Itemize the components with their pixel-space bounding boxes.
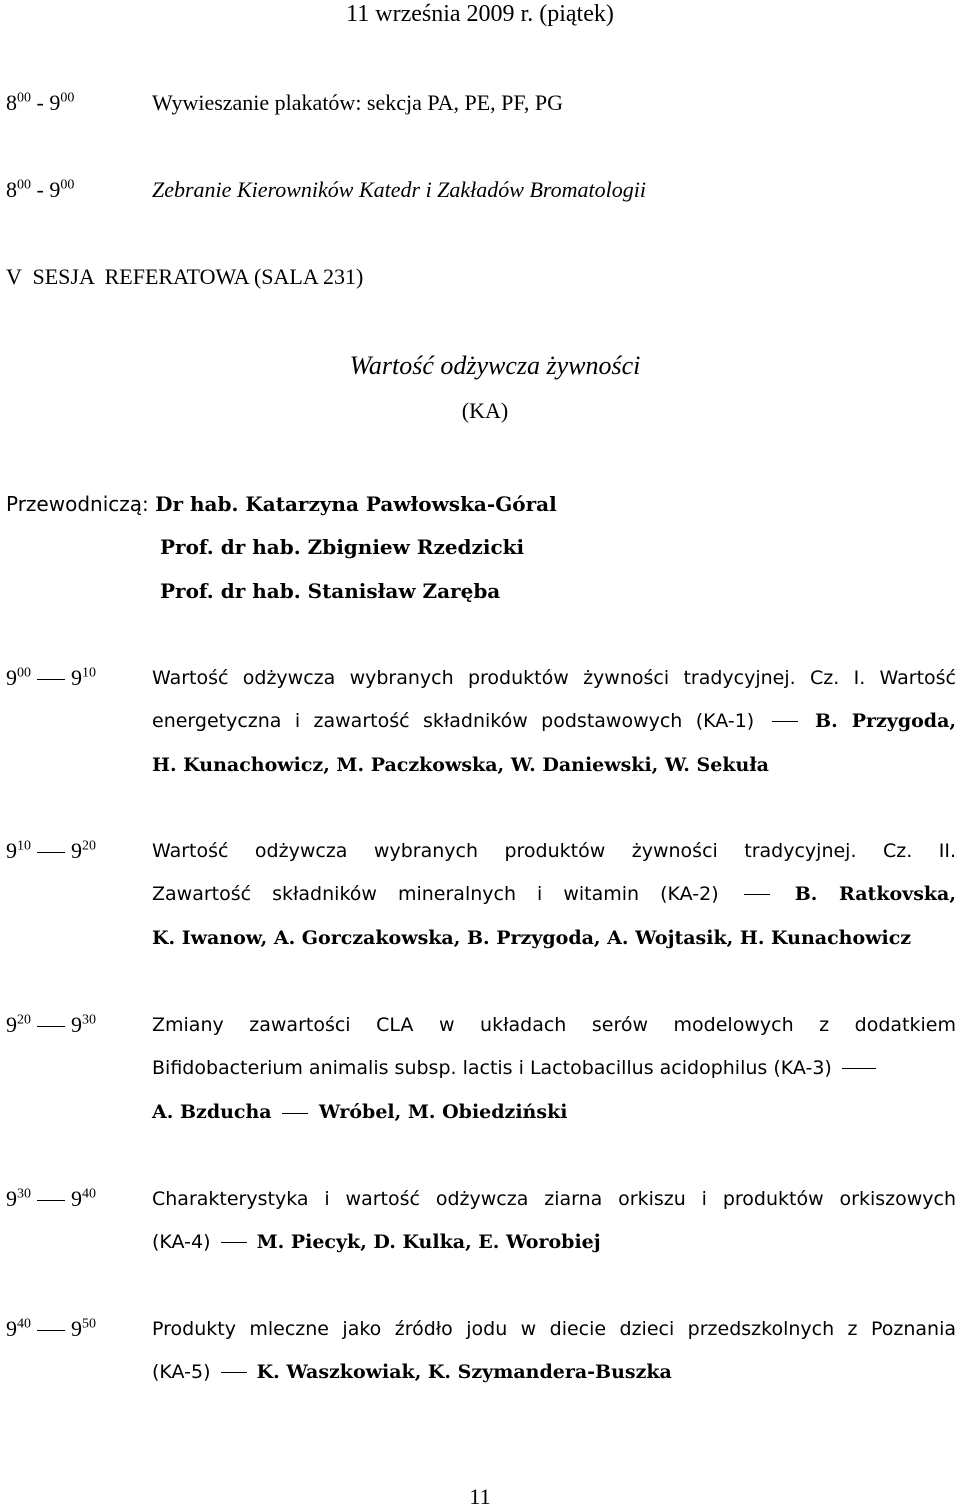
session-title: Wartość odżywcza żywności — [349, 351, 641, 380]
page-number: 11 — [469, 1484, 491, 1509]
talk-1-authors: H. Kunachowicz, M. Paczkowska, W. Daniewski, W. Sekuła — [152, 754, 769, 776]
talk-3-time: $9^{20}$ $9^{30}$ — [6, 1012, 96, 1037]
talk-1-line-1: Wartość odżywcza wybranych produktów żywności tradycyjnej. Cz. I. Wartość — [152, 667, 956, 689]
talk-4-text — [152, 1188, 956, 1278]
talk-1-time: $9^{00}$ $9^{10}$ — [6, 665, 96, 690]
talk-3-authors: A. Bzducha Wróbel, M. Obiedziński — [152, 1101, 568, 1123]
early-item-2-time: $8^{00} - 9^{00}$ — [6, 177, 75, 202]
page-date-heading: 11 września 2009 r. (piątek) — [346, 1, 614, 27]
talk-3-line-2: Bifidobacterium animalis subsp. lactis i Lactobacillus acidophilus (KA-3) — [152, 1057, 956, 1079]
session-code: (KA) — [461, 398, 509, 423]
talk-2-text — [152, 840, 956, 970]
early-item-2-text: Zebranie Kierowników Katedr i Zakładów Bromatologii — [152, 177, 646, 202]
talk-2-authors: K. Iwanow, A. Gorczakowska, B. Przygoda, A. Wojtasik, H. Kunachowicz — [152, 927, 912, 949]
talk-1-line-2: energetyczna i zawartość składników podstawowych (KA-1) B. Przygoda, — [152, 710, 956, 732]
early-item-1-text: Wywieszanie plakatów: sekcja PA, PE, PF, PG — [152, 90, 564, 115]
talk-5-line-2: (KA-5) K. Waszkowiak, K. Szymandera-Buszka — [152, 1361, 672, 1383]
talk-5-time: $9^{40}$ $9^{50}$ — [6, 1316, 96, 1341]
chairs-line-3: Prof. dr hab. Stanisław Zaręba — [160, 579, 501, 603]
session-heading: V SESJA REFERATOWA (SALA 231) — [6, 264, 364, 289]
chairs-line-2: Prof. dr hab. Zbigniew Rzedzicki — [160, 535, 525, 559]
talk-5-text — [152, 1318, 956, 1408]
early-item-1-time: $8^{00} - 9^{00}$ — [6, 90, 75, 115]
chairs-line-1: Przewodniczą: Dr hab. Katarzyna Pawłowska-Góral — [6, 492, 557, 516]
talk-3-line-1: Zmiany zawartości CLA w układach serów modelowych z dodatkiem — [152, 1014, 956, 1036]
talk-5-line-1: Produkty mleczne jako źródło jodu w diecie dzieci przedszkolnych z Poznania — [152, 1318, 956, 1340]
talk-4-line-2: (KA-4) M. Piecyk, D. Kulka, E. Worobiej — [152, 1231, 601, 1253]
talk-4-time: $9^{30}$ $9^{40}$ — [6, 1186, 96, 1211]
talk-2-line-2: Zawartość składników mineralnych i witamin (KA-2) B. Ratkovska, — [152, 883, 956, 905]
talk-4-line-1: Charakterystyka i wartość odżywcza ziarna orkiszu i produktów orkiszowych — [152, 1188, 956, 1210]
talk-1-text — [152, 667, 956, 797]
talk-3-text — [152, 1014, 956, 1144]
talk-2-time: $9^{10}$ $9^{20}$ — [6, 838, 96, 863]
talk-2-line-1: Wartość odżywcza wybranych produktów żywności tradycyjnej. Cz. II. — [152, 840, 956, 862]
